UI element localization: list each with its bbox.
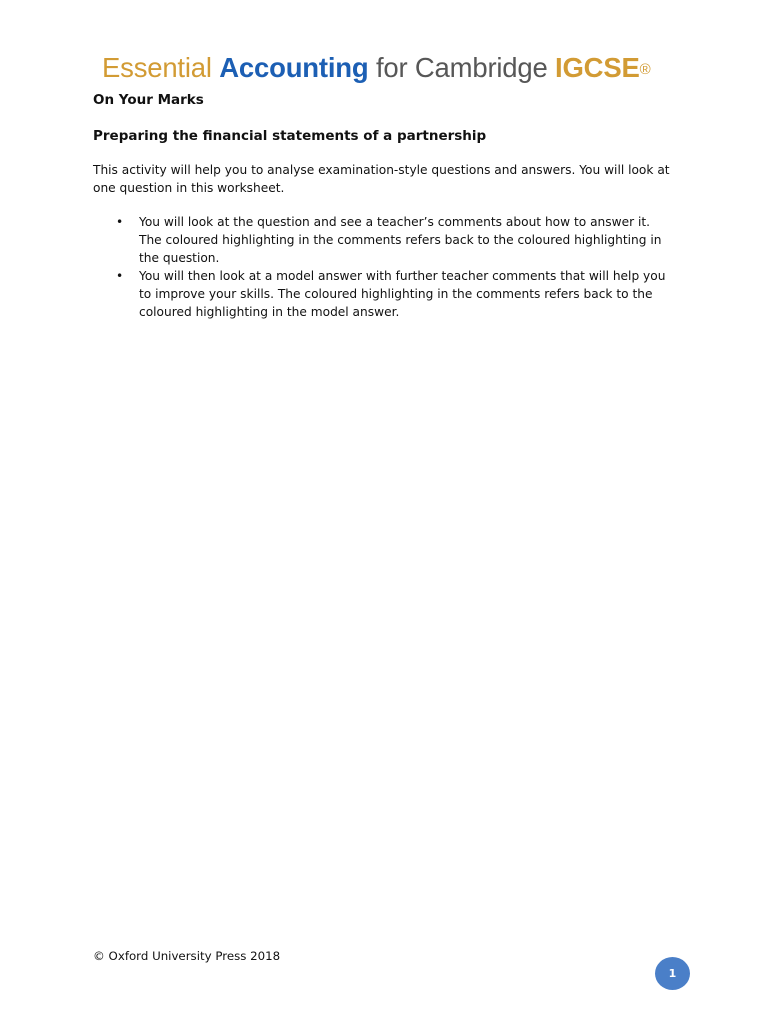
brand-igcse: IGCSE (555, 52, 640, 83)
list-item (110, 267, 675, 321)
list-item (110, 213, 675, 267)
page-number-badge: 1 (655, 957, 690, 990)
copyright-footer: © Oxford University Press 2018 (93, 949, 281, 963)
bullet-marker: • (116, 269, 124, 283)
list-item-text: You will then look at a model answer with further teacher comments that will help you to improve your skills. The coloured highlighting in the comments refers back to the coloured highlighting in the model answer. (139, 269, 666, 319)
list-item-text: You will look at the question and see a teacher’s comments about how to answer it. The coloured highlighting in the comments refers back to the coloured highlighting in the question. (139, 215, 662, 265)
brand-for-cambridge: for Cambridge (375, 52, 548, 83)
page-title: Preparing the financial statements of a partnership (93, 128, 487, 144)
brand-essential: Essential (102, 52, 212, 83)
section-heading: On Your Marks (93, 92, 204, 108)
brand-accounting: Accounting (219, 52, 369, 83)
bullet-marker: • (116, 215, 124, 229)
intro-paragraph: This activity will help you to analyse examination-style questions and answers. You will look at one question in this worksheet. (93, 163, 670, 195)
registered-mark: ® (639, 61, 651, 78)
brand-logo (102, 50, 650, 86)
instruction-list (110, 213, 675, 321)
